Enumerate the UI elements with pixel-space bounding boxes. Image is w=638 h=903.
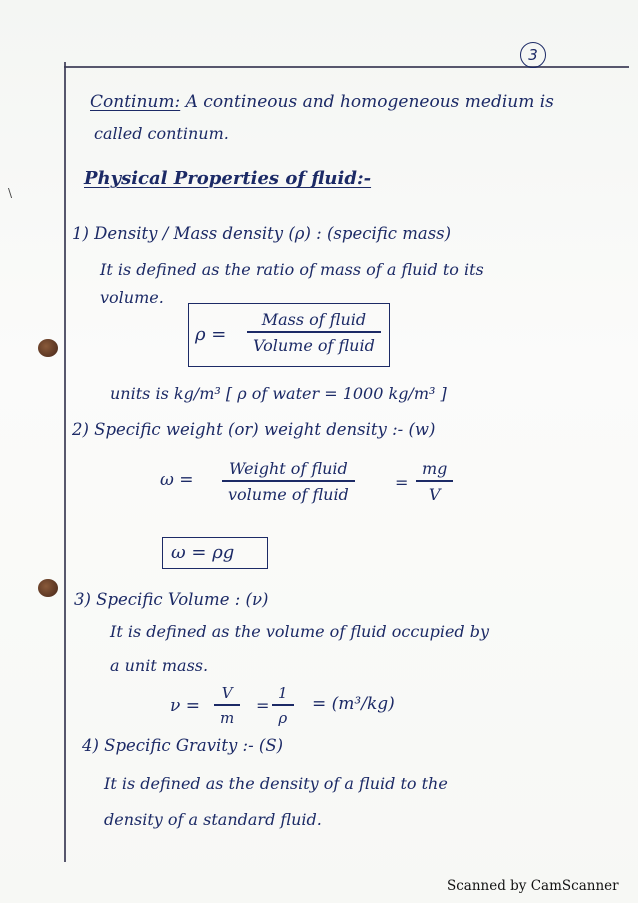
- specific-volume-fraction-2: [272, 684, 294, 727]
- density-formula-lhs: ρ =: [195, 324, 227, 345]
- continuum-line-2: called continum.: [94, 124, 229, 143]
- density-formula-box: [188, 303, 390, 367]
- specific-weight-numerator: Weight of fluid: [229, 459, 348, 478]
- specific-volume-fraction-1: [214, 684, 240, 727]
- density-numerator: Mass of fluid: [261, 310, 367, 329]
- continuum-term: Continum:: [90, 92, 181, 112]
- specific-gravity-def-line-2: density of a standard fluid.: [104, 810, 322, 829]
- margin-line: [64, 62, 66, 862]
- specific-volume-equals: =: [256, 696, 270, 715]
- specific-volume-den-2: ρ: [278, 708, 288, 727]
- specific-weight-numerator-2: mg: [422, 459, 448, 478]
- specific-weight-boxed-text: ω = ρg: [171, 542, 235, 563]
- specific-gravity-def-line-1: It is defined as the density of a fluid to the: [104, 774, 448, 793]
- specific-weight-boxed-formula: [162, 537, 268, 569]
- specific-weight-title: 2) Specific weight (or) weight density :- (w): [72, 420, 436, 439]
- density-title: 1) Density / Mass density (ρ) : (specific mass): [72, 224, 452, 243]
- binder-hole-icon: [38, 339, 58, 357]
- specific-volume-lhs: ν =: [170, 696, 200, 716]
- specific-volume-units: = (m³/kg): [312, 694, 395, 714]
- density-def-line-1: It is defined as the ratio of mass of a fluid to its: [100, 260, 484, 279]
- specific-volume-den-1: m: [220, 708, 235, 727]
- density-def-line-2: volume.: [100, 288, 164, 307]
- scanner-watermark: Scanned by CamScanner: [447, 878, 619, 894]
- continuum-line-1: A contineous and homogeneous medium is: [185, 92, 554, 112]
- page-number: 3: [520, 42, 546, 68]
- specific-weight-denominator-2: V: [428, 484, 441, 504]
- binder-hole-icon: [38, 579, 58, 597]
- specific-gravity-title: 4) Specific Gravity :- (S): [82, 736, 284, 755]
- specific-volume-def-line-1: It is defined as the volume of fluid occupied by: [110, 622, 490, 641]
- density-units: units is kg/m³ [ ρ of water = 1000 kg/m³ ]: [110, 384, 447, 403]
- density-denominator: Volume of fluid: [253, 335, 375, 355]
- specific-weight-lhs: ω =: [160, 470, 194, 490]
- specific-volume-title: 3) Specific Volume : (ν): [74, 590, 269, 609]
- specific-volume-num-1: V: [221, 684, 233, 702]
- specific-weight-equals: =: [395, 473, 409, 492]
- specific-volume-def-line-2: a unit mass.: [110, 656, 209, 675]
- specific-volume-num-2: 1: [278, 684, 288, 702]
- specific-weight-denominator: volume of fluid: [228, 484, 349, 504]
- specific-weight-fraction: [222, 459, 355, 504]
- specific-weight-fraction-2: [416, 459, 453, 504]
- density-fraction: [247, 310, 381, 355]
- stray-mark: \: [8, 186, 13, 200]
- section-heading: Physical Properties of fluid:-: [84, 168, 372, 189]
- top-rule-line: [64, 66, 629, 68]
